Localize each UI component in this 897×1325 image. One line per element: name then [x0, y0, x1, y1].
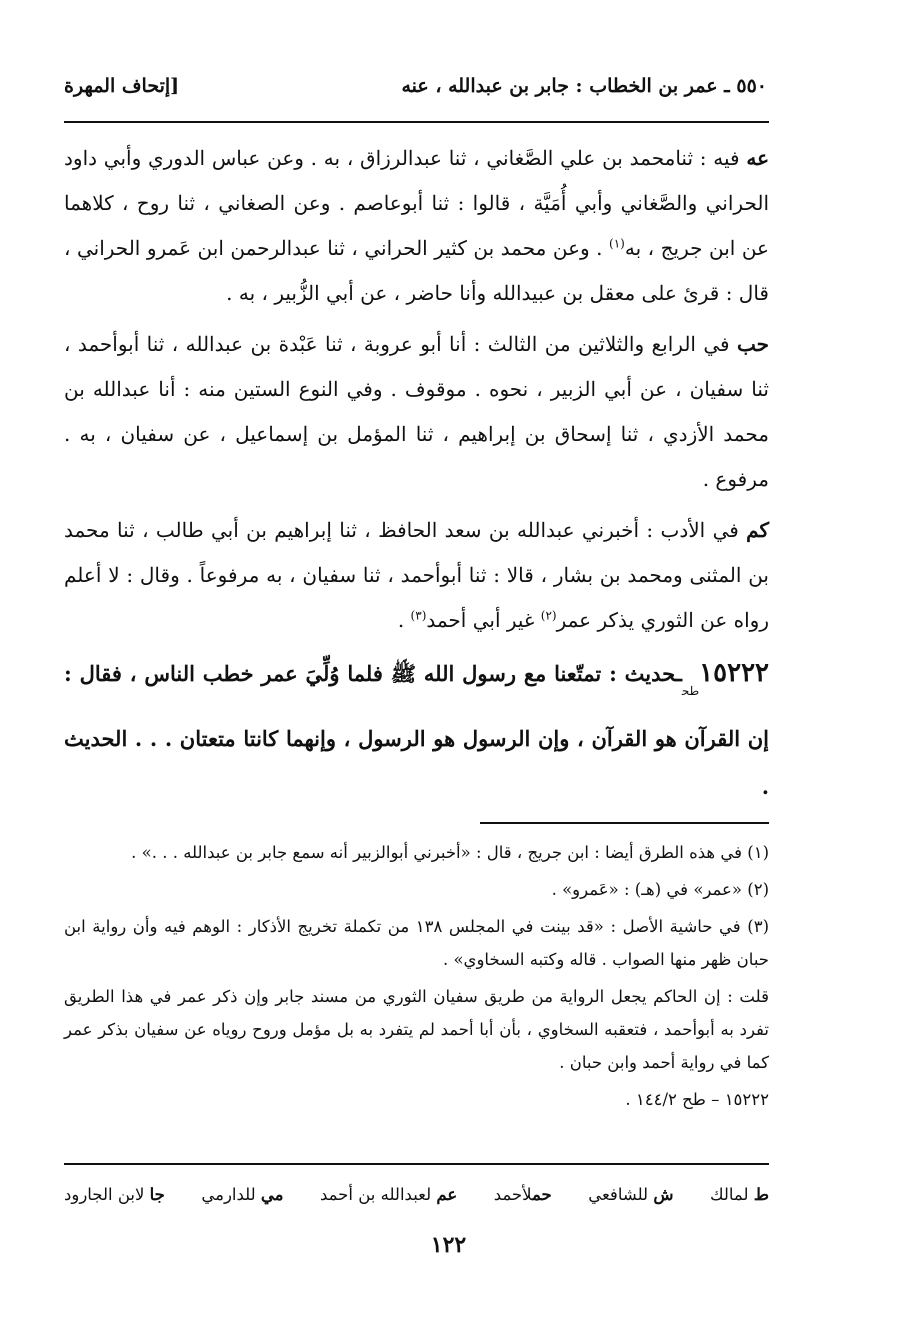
- abbreviation-legend: [64, 1176, 769, 1212]
- legend-item: [201, 1185, 283, 1204]
- legend-item: [494, 1185, 552, 1204]
- paragraph-body: فيه : ثنامحمد بن علي الصَّغاني ، ثنا عبدالرزاق ، به . وعن عباس الدوري وأبي داود الحراني والصَّغاني وأبي أُمَيَّة ، قالوا : ثنا أبوعاصم . وعن الصغاني ، ثنا روح ، كلاهما عن ابن جريج ، به: [64, 146, 769, 260]
- legend-abbr: عم: [436, 1184, 458, 1204]
- paragraph-body-cont: غير أبي أحمد: [426, 608, 541, 632]
- source-siglum: حب: [736, 332, 769, 356]
- hadith-label: ـحديث :: [609, 661, 682, 686]
- legend-item: [320, 1185, 457, 1204]
- tah-mark: طح: [681, 684, 700, 698]
- legend-abbr: مي: [260, 1184, 284, 1204]
- footnote-rule: [480, 822, 769, 824]
- footnote-1: (١) في هذه الطرق أيضا : ابن جريج ، قال : «أخبرني أبوالزبير أنه سمع جابر بن عبدالله . . .» .: [131, 843, 769, 862]
- legend-name: لأحمد: [493, 1184, 532, 1204]
- legend-name: للشافعي: [588, 1184, 649, 1204]
- paragraph-ah: [64, 136, 769, 316]
- paragraph-body-cont: . وعن محمد بن كثير الحراني ، ثنا عبدالرحمن ابن عَمرو الحراني ، قال : قرئ على معقل بن عبيدالله وأنا حاضر ، عن أبي الزُّبير ، به .: [64, 236, 769, 305]
- editor-comment: قلت : إن الحاكم يجعل الرواية من طريق سفيان الثوري من مسند جابر وإن ذكر عمر في هذا الطريق تفرد به أبوأحمد ، فتعقبه السخاوي ، بأن أبا أحمد لم يتفرد به بل مؤمل وروح روياه عن سفيان بذكر عمر كما في رواية أحمد وابن حبان .: [64, 987, 769, 1072]
- paragraph-hb: [64, 322, 769, 502]
- source-siglum: كم: [746, 518, 770, 542]
- footnote-ref: (٢): [540, 608, 557, 623]
- chapter-title: ٥٥٠ ـ عمر بن الخطاب : جابر بن عبدالله ، عنه: [401, 75, 767, 97]
- book-title: [إتحاف المهرة: [64, 75, 180, 97]
- running-header: [64, 66, 767, 106]
- paragraph-body: في الأدب : أخبرني عبدالله بن سعد الحافظ ، ثنا إبراهيم بن أبي طالب ، ثنا محمد بن المثنى ومحمد بن بشار ، قالا : ثنا أبوأحمد ، ثنا سفيان ، به مرفوعاً . وقال : لا أعلم رواه عن الثوري يذكر عمر: [64, 518, 769, 632]
- legend-name: لمالك: [709, 1184, 749, 1204]
- hadith-number: ١٥٢٢٢: [699, 658, 769, 688]
- legend-abbr: حم: [531, 1184, 552, 1204]
- footnotes: [64, 836, 769, 1120]
- hadith-text: تمتّعنا مع رسول الله ﷺ فلما وُلِّيَ عمر خطب الناس ، فقال : إن القرآن هو القرآن ، وإن الرسول هو الرسول ، وإنهما كانتا متعتان . . . الحديث .: [64, 661, 769, 799]
- legend-abbr: جا: [149, 1184, 165, 1204]
- legend-item: [710, 1185, 769, 1204]
- footnote-2: (٢) «عمر» في (هـ) : «عَمرو» .: [551, 880, 769, 899]
- footnote-ref: (١): [609, 236, 625, 251]
- legend-rule: [64, 1163, 769, 1165]
- footnote-3: (٣) في حاشية الأصل : «قد بينت في المجلس ١٣٨ من تكملة تخريج الأذكار : الوهم فيه وأن رواية ابن حبان ظهر منها الصواب . قاله وكتبه السخاوي» .: [64, 917, 770, 969]
- page-number: ١٢٢: [430, 1232, 467, 1258]
- main-text: [64, 136, 769, 811]
- paragraph-km: [64, 508, 769, 643]
- legend-abbr: ش: [653, 1184, 674, 1204]
- header-rule: [64, 121, 769, 123]
- paragraph-body-end: .: [397, 608, 411, 632]
- legend-abbr: ط: [753, 1184, 769, 1204]
- hadith-entry: [64, 649, 769, 811]
- legend-item: [64, 1185, 165, 1204]
- legend-item: [588, 1185, 673, 1204]
- paragraph-body: في الرابع والثلاثين من الثالث : أنا أبو عروبة ، ثنا عَبْدة بن عبدالله ، ثنا أبوأحمد ، ثنا سفيان ، عن أبي الزبير ، نحوه . موقوف . وفي النوع الستين منه : أنا عبدالله بن محمد الأزدي ، ثنا إسحاق بن إبراهيم ، ثنا المؤمل بن إسماعيل ، عن سفيان ، به . مرفوع .: [64, 332, 769, 491]
- hadith-reference: ١٥٢٢٢ – طح ١٤٤/٢ .: [625, 1090, 769, 1109]
- legend-name: لعبدالله بن أحمد: [319, 1184, 432, 1204]
- footnote-ref: (٣): [410, 608, 427, 623]
- legend-name: لابن الجارود: [64, 1184, 145, 1204]
- source-siglum: عه: [746, 146, 770, 170]
- legend-name: للدارمي: [201, 1184, 256, 1204]
